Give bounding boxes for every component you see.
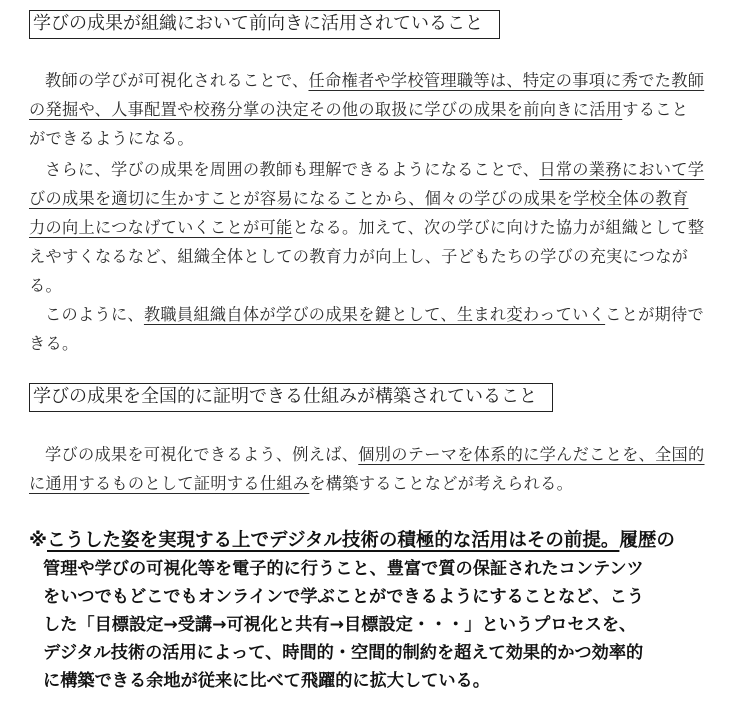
text-line: した「目標設定→受講→可視化と共有→目標設定・・・」というプロセスを、 — [43, 615, 637, 635]
section-heading-organization: 学びの成果が組織において前向きに活用されていること — [29, 10, 500, 39]
note-digital-technology — [29, 527, 719, 695]
text-line: えやすくなるなど、組織全体としての教育力が向上し、子どもたちの学びの充実につなが — [29, 247, 689, 266]
paragraph-daily-work — [29, 155, 705, 300]
text-line: る。 — [29, 276, 62, 295]
text-span: となる。加えて、次の学びに向けた協力が組織として整 — [292, 218, 705, 237]
text-line — [29, 95, 701, 124]
text-span: すること — [622, 100, 689, 119]
section-heading-national-certification: 学びの成果を全国的に証明できる仕組みが構築されていること — [29, 383, 553, 412]
text-span: 履歴の — [619, 530, 675, 551]
text-span: ことが期待で — [605, 305, 705, 324]
paragraph-certification — [29, 440, 705, 498]
note-first-line — [29, 527, 719, 555]
text-span: 学びの成果を可視化できるよう、例えば、 — [45, 445, 359, 464]
underlined-text: に通用するものとして証明する仕組み — [29, 474, 310, 493]
underlined-text: こうした姿を実現する上でデジタル技術の積極的な活用はその前提。 — [47, 530, 620, 551]
text-line — [29, 184, 701, 213]
text-span: を構築することなどが考えられる。 — [309, 474, 574, 493]
underlined-text: びの成果を適切に生かすことが容易になることから、個々の学びの成果を学校全体の教育 — [29, 189, 689, 208]
text-line — [29, 66, 705, 95]
text-line: 管理や学びの可視化等を電子的に行うこと、豊富で質の保証されたコンテンツ — [43, 559, 644, 579]
text-span: このように、 — [45, 305, 144, 324]
underlined-text: 力の向上につなげていくことが可能 — [29, 218, 293, 237]
text-line — [29, 300, 705, 329]
underlined-text: 日常の業務において学 — [539, 160, 705, 179]
text-line: デジタル技術の活用によって、時間的・空間的制約を超えて効果的かつ効率的 — [43, 643, 644, 663]
text-span: さらに、学びの成果を周囲の教師も理解できるようになることで、 — [45, 160, 540, 179]
text-span: 教師の学びが可視化されることで、 — [45, 71, 309, 90]
text-line — [29, 213, 705, 242]
text-line: に構築できる余地が従来に比べて飛躍的に拡大している。 — [43, 671, 490, 691]
text-line: ができるようになる。 — [29, 129, 194, 148]
text-line — [29, 440, 705, 469]
text-line — [29, 469, 701, 498]
underlined-text: 個別のテーマを体系的に学んだことを、全国的 — [358, 445, 705, 464]
note-mark: ※ — [29, 530, 47, 551]
paragraph-organization-change — [29, 300, 705, 358]
text-line: をいつでもどこでもオンラインで学ぶことができるようにすることなど、こう — [43, 587, 645, 607]
underlined-text: 教職員組織自体が学びの成果を鍵として、生まれ変わっていく — [143, 305, 606, 324]
paragraph-visualization — [29, 66, 705, 153]
underlined-text: 任命権者や学校管理職等は、特定の事項に秀でた教師 — [308, 71, 705, 90]
text-line: きる。 — [29, 334, 79, 353]
text-line — [29, 155, 705, 184]
underlined-text: の発掘や、人事配置や校務分掌の決定その他の取扱に学びの成果を前向きに活用 — [29, 100, 623, 119]
